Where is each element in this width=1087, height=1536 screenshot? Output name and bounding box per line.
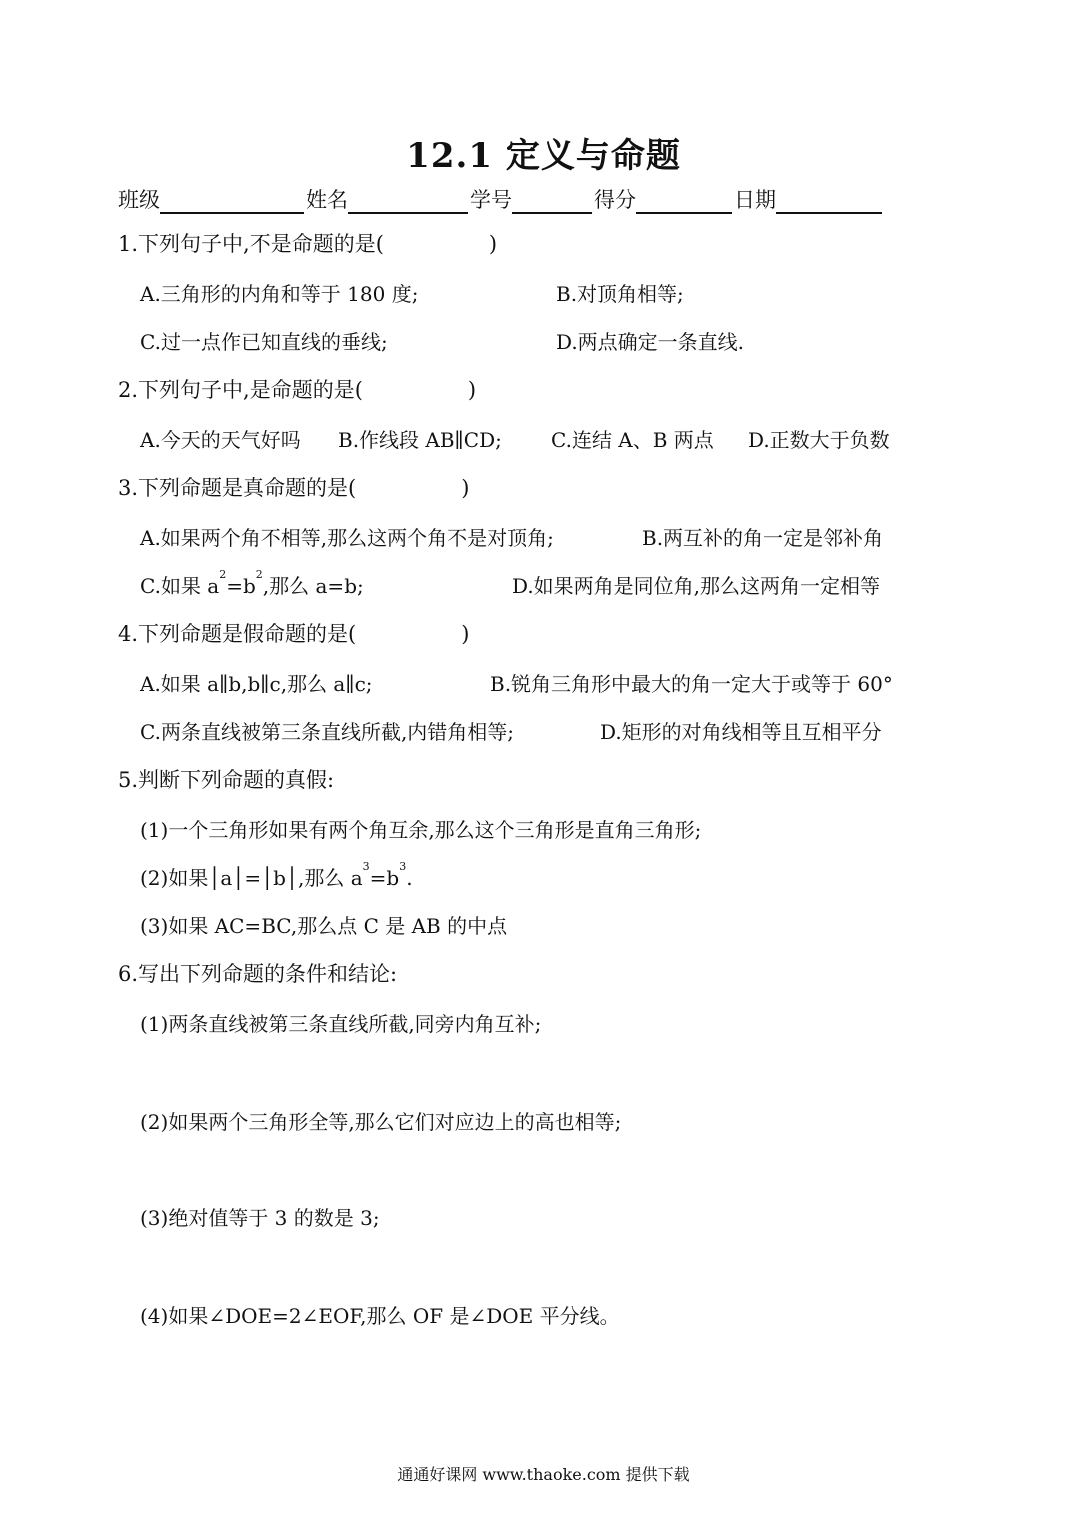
question-4-option-b: B.锐角三角形中最大的角一定大于或等于 60° bbox=[490, 672, 893, 696]
question-1-option-b: B.对顶角相等; bbox=[556, 282, 684, 306]
date-blank[interactable] bbox=[776, 190, 882, 214]
question-6-item-1: (1)两条直线被第三条直线所截,同旁内角互补; bbox=[140, 1012, 542, 1036]
question-6-item-2: (2)如果两个三角形全等,那么它们对应边上的高也相等; bbox=[140, 1110, 622, 1134]
item-text: . bbox=[406, 866, 413, 890]
question-3-option-b: B.两互补的角一定是邻补角 bbox=[642, 526, 884, 550]
question-6-item-4: (4)如果∠DOE=2∠EOF,那么 OF 是∠DOE 平分线。 bbox=[140, 1304, 620, 1328]
item-text: =b bbox=[369, 866, 400, 890]
question-4-stem: 4.下列命题是假命题的是( ) bbox=[118, 622, 470, 646]
question-4-option-d: D.矩形的对角线相等且互相平分 bbox=[600, 720, 882, 744]
question-2-option-b: B.作线段 AB∥CD; bbox=[338, 428, 502, 452]
class-label: 班级 bbox=[118, 188, 160, 212]
question-3-stem: 3.下列命题是真命题的是( ) bbox=[118, 476, 470, 500]
class-blank[interactable] bbox=[160, 190, 304, 214]
exponent: 2 bbox=[219, 568, 227, 581]
question-3-option-a: A.如果两个角不相等,那么这两个角不是对顶角; bbox=[140, 526, 554, 550]
question-3-option-c bbox=[140, 570, 364, 599]
question-2-option-d: D.正数大于负数 bbox=[748, 428, 890, 452]
student-info-row bbox=[118, 184, 884, 214]
name-blank[interactable] bbox=[348, 190, 468, 214]
question-1-option-c: C.过一点作已知直线的垂线; bbox=[140, 330, 388, 354]
id-blank[interactable] bbox=[512, 190, 592, 214]
option-c-text: ,那么 a=b; bbox=[262, 574, 364, 598]
exponent: 3 bbox=[362, 860, 370, 873]
score-blank[interactable] bbox=[636, 190, 732, 214]
page-footer: 通通好课网 www.thaoke.com 提供下载 bbox=[397, 1465, 690, 1484]
question-5-stem: 5.判断下列命题的真假: bbox=[118, 768, 335, 792]
question-2-option-a: A.今天的天气好吗 bbox=[140, 428, 301, 452]
score-label: 得分 bbox=[594, 188, 636, 212]
question-4-option-c: C.两条直线被第三条直线所截,内错角相等; bbox=[140, 720, 515, 744]
question-5-item-1: (1)一个三角形如果有两个角互余,那么这个三角形是直角三角形; bbox=[140, 818, 702, 842]
question-6-item-3: (3)绝对值等于 3 的数是 3; bbox=[140, 1206, 380, 1230]
exponent: 3 bbox=[399, 860, 407, 873]
question-4-option-a: A.如果 a∥b,b∥c,那么 a∥c; bbox=[140, 672, 373, 696]
page-title: 12.1 定义与命题 bbox=[406, 136, 681, 176]
exponent: 2 bbox=[255, 568, 263, 581]
question-6-stem: 6.写出下列命题的条件和结论: bbox=[118, 962, 398, 986]
question-1-stem: 1.下列句子中,不是命题的是( ) bbox=[118, 232, 498, 256]
question-3-option-d: D.如果两角是同位角,那么这两角一定相等 bbox=[512, 574, 881, 598]
question-5-item-2 bbox=[140, 862, 413, 891]
id-label: 学号 bbox=[470, 188, 512, 212]
option-c-text: =b bbox=[226, 574, 256, 598]
option-c-text: C.如果 a bbox=[140, 574, 220, 598]
question-2-option-c: C.连结 A、B 两点 bbox=[551, 428, 714, 452]
date-label: 日期 bbox=[734, 188, 776, 212]
item-text: (2)如果│a│=│b│,那么 a bbox=[140, 866, 363, 890]
name-label: 姓名 bbox=[306, 188, 348, 212]
question-1-option-a: A.三角形的内角和等于 180 度; bbox=[140, 282, 419, 306]
question-1-option-d: D.两点确定一条直线. bbox=[556, 330, 745, 354]
question-5-item-3: (3)如果 AC=BC,那么点 C 是 AB 的中点 bbox=[140, 914, 508, 938]
question-2-stem: 2.下列句子中,是命题的是( ) bbox=[118, 378, 477, 402]
